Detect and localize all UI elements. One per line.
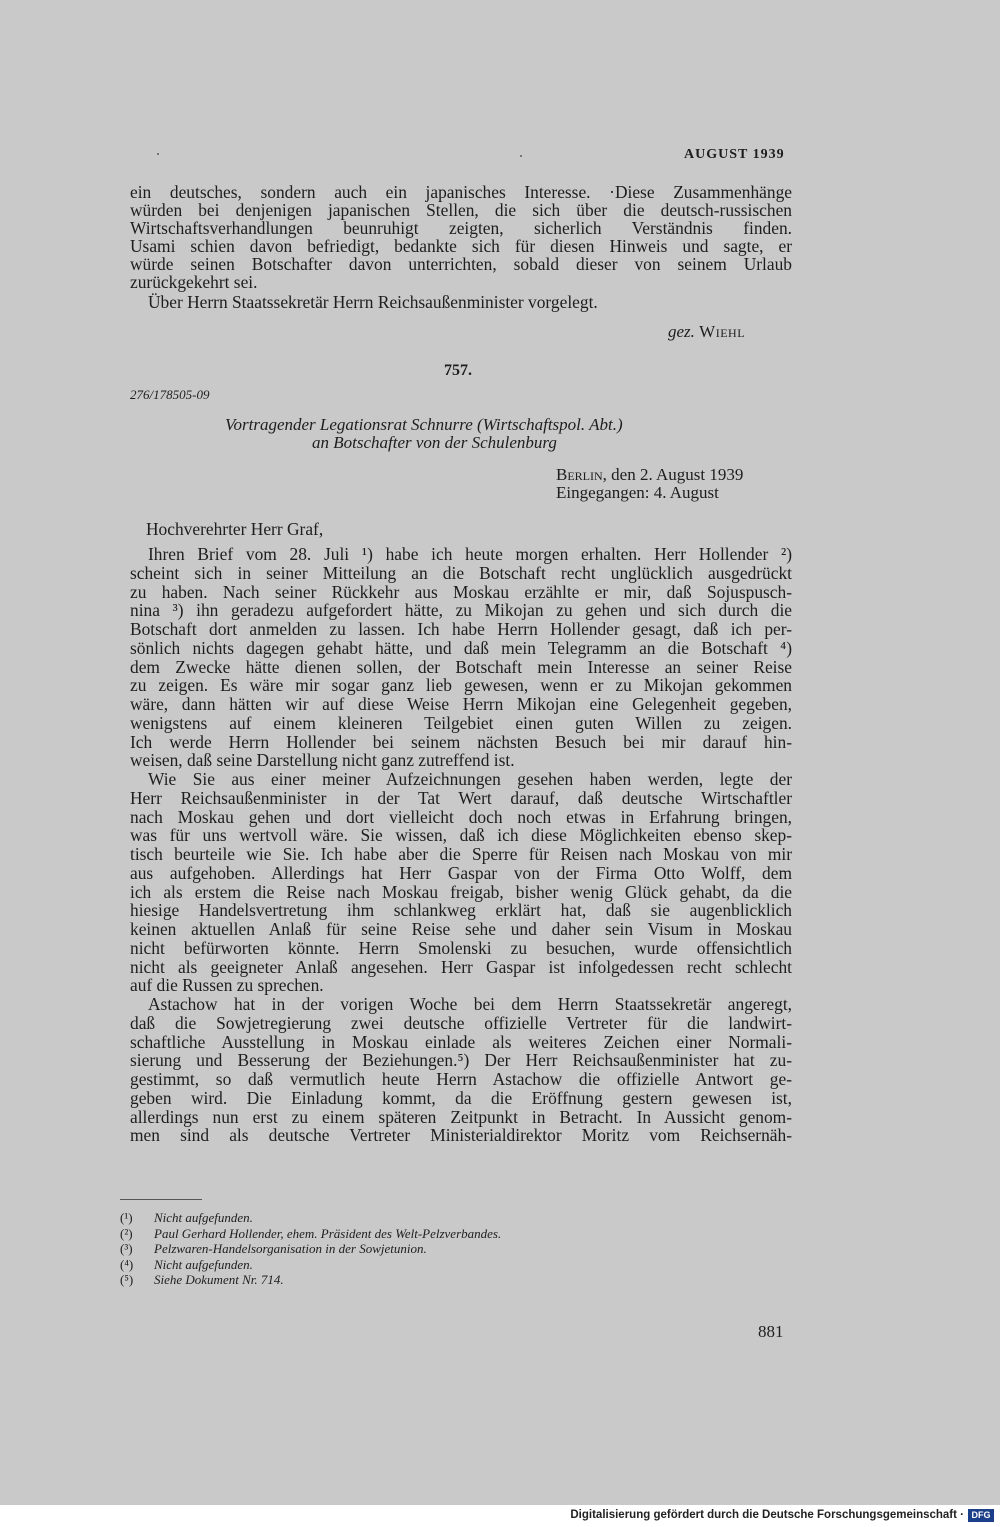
text-line: allerdings nun erst zu einem späteren Zeitpunkt in Betracht. In Aussicht genom- — [130, 1107, 792, 1127]
text-line: nicht als geeigneter Anlaß angesehen. Herr Gaspar ist infolgedessen recht schlecht — [130, 957, 792, 977]
footnote — [120, 1257, 253, 1273]
place-date — [556, 465, 743, 485]
footnote — [120, 1226, 501, 1242]
footnote-text: Paul Gerhard Hollender, ehem. Präsident des Welt-Pelzverbandes. — [154, 1226, 502, 1241]
footnote-rule — [120, 1199, 202, 1200]
text-line: zurückgekehrt sei. — [130, 272, 258, 292]
text-line: nicht befürworten könnte. Herrn Smolenski zu besuchen, wurde offensichtlich — [130, 938, 792, 958]
running-header: AUGUST 1939 — [684, 147, 785, 162]
text-line: keinen aktuellen Anlaß für seine Reise sehe und daher sein Visum in Moskau — [130, 919, 792, 939]
footer-credit: Digitalisierung gefördert durch die Deutsche Forschungsgemeinschaft · — [570, 1509, 964, 1521]
text-line: Ich werde Herrn Hollender bei seinem nächsten Besuch bei mir darauf hin- — [130, 732, 792, 752]
scan-speck — [157, 153, 159, 155]
signature — [668, 322, 745, 342]
text-line: dem Zwecke hätte dienen sollen, der Botschaft mein Interesse an seiner Reise — [130, 657, 792, 677]
footnote — [120, 1241, 427, 1257]
footnote — [120, 1272, 284, 1288]
text-line: Herr Reichsaußenminister in der Tat Wert darauf, daß deutsche Wirtschaftler — [130, 788, 792, 808]
page-number: 881 — [758, 1322, 784, 1341]
salutation: Hochverehrter Herr Graf, — [146, 519, 324, 539]
film-code: 276/178505-09 — [130, 387, 210, 402]
footnote-number: (¹) — [120, 1210, 133, 1225]
signature-label: gez. — [668, 322, 695, 341]
text-line: Astachow hat in der vorigen Woche bei dem Herrn Staatssekretär angeregt, — [148, 994, 792, 1014]
scan-speck — [520, 155, 522, 157]
text-line: zu haben. Nach seiner Rückkehr aus Moskau erzählte er mir, daß Sojuspusch- — [130, 582, 792, 602]
text-line: Wie Sie aus einer meiner Aufzeichnungen gesehen haben werden, legte der — [148, 769, 792, 789]
footnote — [120, 1210, 253, 1226]
text-line: hiesige Handelsvertretung ihm schlankweg erklärt hat, daß sie augenblicklich — [130, 900, 792, 920]
document-heading-line1: Vortragender Legationsrat Schnurre (Wirtschaftspol. Abt.) — [225, 415, 623, 434]
text-line: ich als erstem die Reise nach Moskau freigab, bisher wenig Glück gehabt, da die — [130, 882, 792, 902]
text-line: wäre, dann hätten wir auf diese Weise Herrn Mikojan eine Gelegenheit gegeben, — [130, 694, 792, 714]
footnote-number: (⁵) — [120, 1272, 134, 1287]
text-line: weisen, daß seine Darstellung nicht ganz zutreffend ist. — [130, 750, 515, 770]
text-line: Botschaft dort anmelden zu lassen. Ich habe Herrn Hollender gesagt, daß ich per- — [130, 619, 792, 639]
footnote-number: (³) — [120, 1241, 133, 1256]
text-line: was für uns wertvoll wäre. Sie wissen, daß ich diese Möglichkeiten ebenso skep- — [130, 825, 792, 845]
document-heading-line2: an Botschafter von der Schulenburg — [312, 433, 557, 452]
document-number: 757. — [444, 362, 472, 379]
text-line: würde seinen Botschafter davon unterrichten, sobald dieser von seinem Urlaub — [130, 254, 792, 274]
dfg-logo: DFG — [968, 1509, 994, 1522]
text-line: scheint sich in seiner Mitteilung an die Botschaft recht unglücklich ausgedrückt — [130, 563, 792, 583]
text-line: sierung und Besserung der Beziehungen.⁵) Der Herr Reichsaußenminister hat zu- — [130, 1050, 792, 1070]
footnote-text: Nicht aufgefunden. — [154, 1257, 253, 1272]
place: Berlin, — [556, 465, 607, 484]
signature-name: Wiehl — [699, 322, 746, 341]
text-line: daß die Sowjetregierung zwei deutsche offizielle Vertreter für die landwirt- — [130, 1013, 792, 1033]
text-line: gestimmt, so daß vermutlich heute Herrn Astachow die offizielle Antwort ge- — [130, 1069, 792, 1089]
footnote-text: Siehe Dokument Nr. 714. — [154, 1272, 284, 1287]
text-line: sönlich nichts dagegen gehabt hätte, und daß mein Telegramm an die Botschaft ⁴) — [130, 638, 792, 658]
received-date: Eingegangen: 4. August — [556, 483, 719, 502]
text-line: Wirtschaftsverhandlungen beunruhigt zeigten, sicherlich Verständnis finden. — [130, 218, 792, 238]
footnote-number: (⁴) — [120, 1257, 134, 1272]
text-line: auf die Russen zu sprechen. — [130, 975, 324, 995]
date: den 2. August 1939 — [606, 465, 744, 484]
text-line: nach Moskau gehen und dort vielleicht doch noch etwas in Erfahrung bringen, — [130, 807, 792, 827]
text-line: aus aufgehoben. Allerdings hat Herr Gaspar von der Firma Otto Wolff, dem — [130, 863, 792, 883]
text-line: wenigstens auf einem kleineren Teilgebiet einen guten Willen zu zeigen. — [130, 713, 792, 733]
footnote-text: Pelzwaren-Handelsorganisation in der Sowjetunion. — [154, 1241, 427, 1256]
text-line: Usami schien davon befriedigt, bedankte sich für diesen Hinweis und sagte, er — [130, 236, 792, 256]
text-line: tisch beurteile wie Sie. Ich habe aber die Sperre für Reisen nach Moskau von mir — [130, 844, 792, 864]
text-line: nina ³) ihn geradezu aufgefordert hätte, zu Mikojan zu gehen und sich durch die — [130, 600, 792, 620]
text-line: Über Herrn Staatssekretär Herrn Reichsaußenminister vorgelegt. — [148, 292, 598, 312]
text-line: schaftliche Ausstellung in Moskau einlade als weiteres Zeichen einer Normali- — [130, 1032, 792, 1052]
text-line: ein deutsches, sondern auch ein japanisches Interesse. ·Diese Zusammenhänge — [130, 182, 792, 202]
footnote-number: (²) — [120, 1226, 133, 1241]
text-line: Ihren Brief vom 28. Juli ¹) habe ich heute morgen erhalten. Herr Hollender ²) — [148, 544, 792, 564]
text-line: zu zeigen. Es wäre mir sogar ganz lieb gewesen, wenn er zu Mikojan gekommen — [130, 675, 792, 695]
text-line: men sind als deutsche Vertreter Ministerialdirektor Moritz vom Reichsernäh- — [130, 1125, 792, 1145]
footnote-text: Nicht aufgefunden. — [154, 1210, 253, 1225]
text-line: würden bei denjenigen japanischen Stellen, die sich über die deutsch-russischen — [130, 200, 792, 220]
text-line: geben wird. Die Einladung kommt, da die Eröffnung gestern gewesen ist, — [130, 1088, 792, 1108]
digitization-footer — [0, 1505, 1000, 1527]
